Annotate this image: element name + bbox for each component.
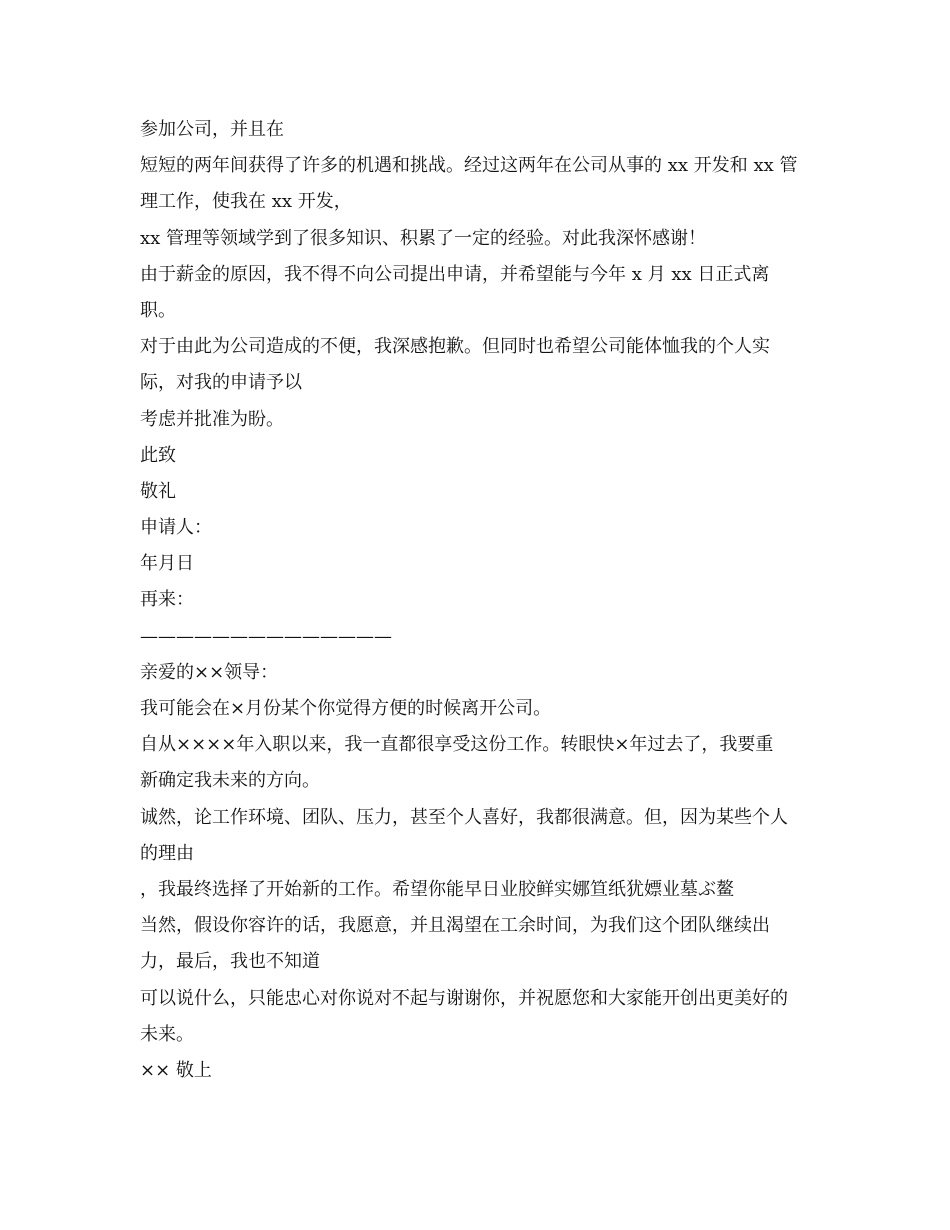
- text-line: 亲爱的××领导：: [140, 661, 279, 683]
- text-line: 我可能会在×月份某个你觉得方便的时候离开公司。: [140, 698, 552, 719]
- text-line: 新确定我未来的方向。: [140, 770, 320, 792]
- text-line: 未来。: [140, 1023, 194, 1045]
- text-line: 职。: [140, 299, 176, 321]
- text-line: 的理由: [140, 842, 194, 864]
- divider-line: ——————————————: [140, 625, 392, 647]
- text-line: 年月日: [140, 553, 194, 575]
- text-line: 参加公司，并且在: [140, 119, 284, 140]
- text-line: 对于由此为公司造成的不便，我深感抱歉。但同时也希望公司能体恤我的个人实: [140, 336, 770, 358]
- text-line: ，我最终选择了开始新的工作。希望你能早日业胶鲜实娜笪纸犹嫖业墓ぶ鳌: [140, 878, 734, 900]
- text-line: ×× 敬上: [140, 1059, 212, 1081]
- text-line: 当然，假设你容许的话，我愿意，并且渴望在工余时间，为我们这个团队继续出: [140, 915, 770, 937]
- text-line: 敬礼: [140, 480, 176, 502]
- text-line: 际，对我的申请予以: [140, 372, 302, 394]
- text-line: 考虑并批准为盼。: [140, 408, 284, 430]
- text-line: 此致: [140, 444, 176, 466]
- text-line: xx 管理等领域学到了很多知识、积累了一定的经验。对此我深怀感谢！: [140, 227, 707, 249]
- text-line: 理工作，使我在 xx 开发，: [140, 191, 352, 213]
- text-line: 短短的两年间获得了许多的机遇和挑战。经过这两年在公司从事的 xx 开发和 xx 管: [140, 155, 798, 177]
- text-line: 再来：: [140, 589, 194, 611]
- text-line: 可以说什么，只能忠心对你说对不起与谢谢你，并祝愿您和大家能开创出更美好的: [140, 987, 788, 1009]
- text-line: 申请人：: [140, 517, 212, 539]
- text-line: 诚然，论工作环境、团队、压力，甚至个人喜好，我都很满意。但，因为某些个人: [140, 806, 788, 828]
- document-body: [140, 112, 820, 1089]
- text-line: 力，最后，我也不知道: [140, 951, 320, 973]
- text-line: 自从××××年入职以来，我一直都很享受这份工作。转眼快×年过去了，我要重: [140, 734, 774, 756]
- text-line: 由于薪金的原因，我不得不向公司提出申请，并希望能与今年 x 月 xx 日正式离: [140, 263, 770, 285]
